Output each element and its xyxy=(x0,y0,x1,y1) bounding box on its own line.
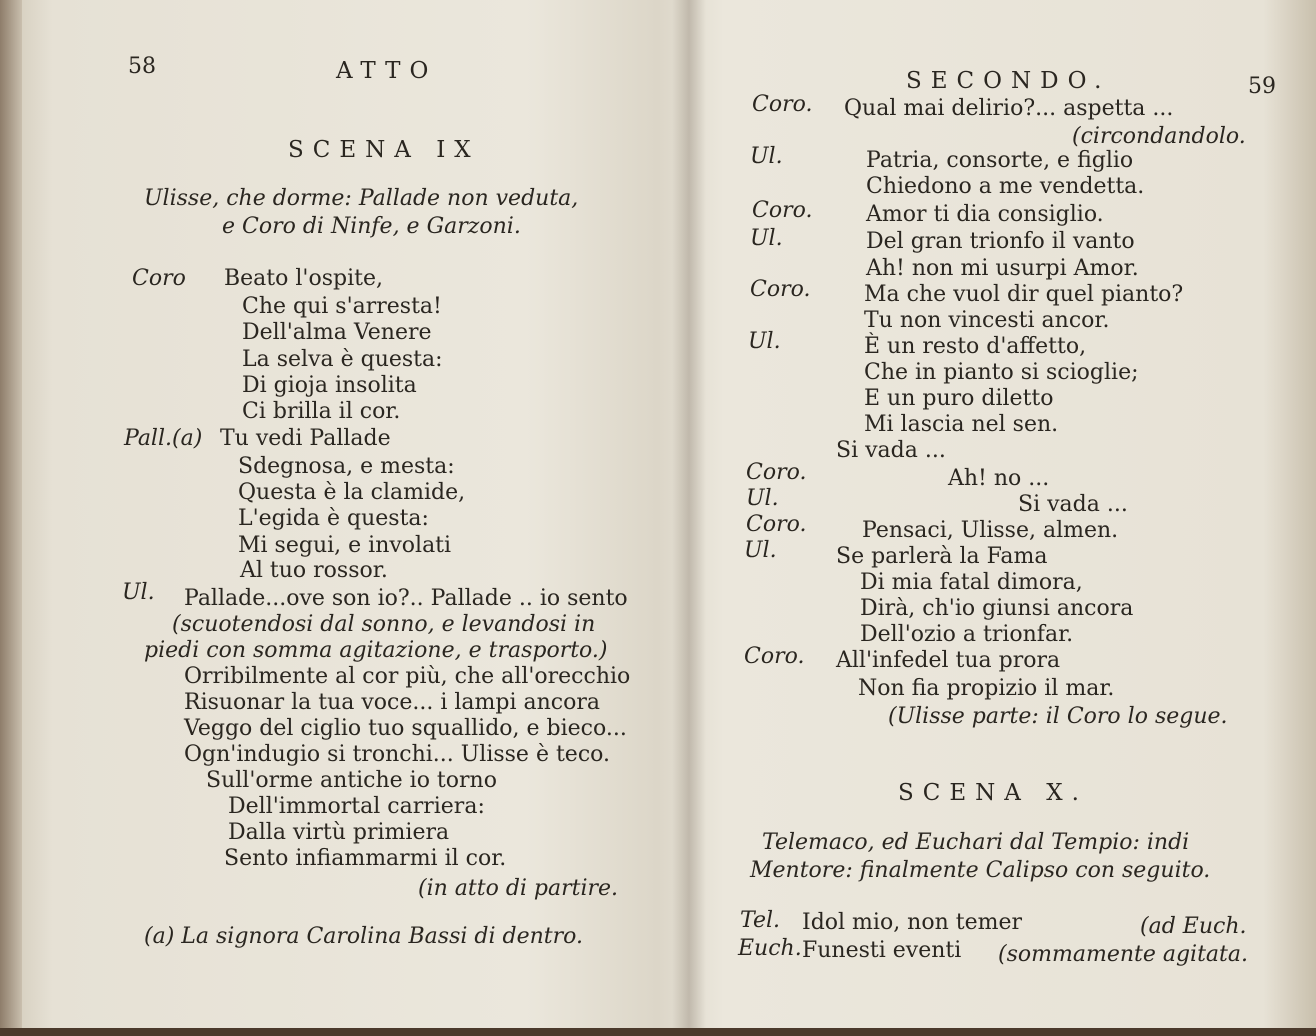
verse-line: Patria, consorte, e figlio xyxy=(866,148,1134,173)
verse-line: Ah! non mi usurpi Amor. xyxy=(866,256,1139,281)
verse-line: Pallade...ove son io?.. Pallade .. io sento xyxy=(184,586,628,611)
speaker-label: Ul. xyxy=(748,329,781,354)
speaker-label: Tel. xyxy=(740,908,781,933)
verse-line: L'egida è questa: xyxy=(238,506,429,531)
running-head: SECONDO. xyxy=(906,68,1111,94)
verse-line: Dell'immortal carriera: xyxy=(228,794,485,819)
verse-line: Idol mio, non temer xyxy=(802,910,1023,935)
verse-line: E un puro diletto xyxy=(864,386,1054,411)
stage-direction-line: (Ulisse parte: il Coro lo segue. xyxy=(888,704,1228,729)
verse-line: Dell'ozio a trionfar. xyxy=(860,622,1074,647)
right-page xyxy=(710,0,1290,1036)
verse-line: Ah! no ... xyxy=(948,466,1050,491)
speaker-label: Ul. xyxy=(122,580,155,605)
running-head: ATTO xyxy=(336,58,438,84)
verse-line: Ma che vuol dir quel pianto? xyxy=(864,282,1184,307)
speaker-label: Pall.(a) xyxy=(124,426,203,451)
stage-direction-line: piedi con somma agitazione, e trasporto.) xyxy=(144,638,608,663)
verse-line: Funesti eventi xyxy=(802,938,962,963)
speaker-label: Coro. xyxy=(752,92,813,117)
verse-line: Beato l'ospite, xyxy=(224,266,383,291)
verse-line: Dirà, ch'io giunsi ancora xyxy=(860,596,1134,621)
speaker-label: Coro. xyxy=(746,512,807,537)
verse-line: Risuonar la tua voce... i lampi ancora xyxy=(184,690,600,715)
speaker-label: Ul. xyxy=(746,486,779,511)
speaker-label: Ul. xyxy=(750,226,783,251)
verse-line: Sdegnosa, e mesta: xyxy=(238,454,455,479)
book-gutter xyxy=(672,0,706,1036)
verse-line: Ci brilla il cor. xyxy=(242,399,401,424)
verse-line: Al tuo rossor. xyxy=(240,558,388,583)
page-number: 59 xyxy=(1248,74,1276,99)
verse-line: Se parlerà la Fama xyxy=(836,544,1048,569)
scene-title: SCENA IX xyxy=(288,137,480,163)
verse-line: Di gioja insolita xyxy=(242,373,417,398)
verse-line: Ogn'indugio si tronchi... Ulisse è teco. xyxy=(184,742,610,767)
verse-line: Veggo del ciglio tuo squallido, e bieco... xyxy=(184,716,627,741)
stage-direction-line: e Coro di Ninfe, e Garzoni. xyxy=(222,214,521,239)
verse-line: Di mia fatal dimora, xyxy=(860,570,1083,595)
verse-line: Mi segui, e involati xyxy=(238,533,452,558)
speaker-label: Coro xyxy=(132,266,186,291)
stage-direction-line: (sommamente agitata. xyxy=(998,942,1249,967)
verse-line: Pensaci, Ulisse, almen. xyxy=(862,518,1119,543)
scene-title: SCENA X. xyxy=(898,780,1088,806)
speaker-label: Euch. xyxy=(738,936,802,961)
verse-line: Questa è la clamide, xyxy=(238,480,466,505)
verse-line: Amor ti dia consiglio. xyxy=(866,202,1104,227)
speaker-label: Ul. xyxy=(744,538,777,563)
speaker-label: Ul. xyxy=(750,144,783,169)
verse-line: Qual mai delirio?... aspetta ... xyxy=(844,96,1174,121)
book-edge-left xyxy=(0,0,22,1036)
verse-line: Dalla virtù primiera xyxy=(228,820,450,845)
speaker-label: Coro. xyxy=(746,460,807,485)
verse-line: Che in pianto si scioglie; xyxy=(864,360,1139,385)
verse-line: Non fia propizio il mar. xyxy=(858,676,1115,701)
verse-line: Chiedono a me vendetta. xyxy=(866,174,1145,199)
stage-direction-line: (circondandolo. xyxy=(1072,124,1246,149)
stage-direction-line: Mentore: finalmente Calipso con seguito. xyxy=(750,858,1211,883)
verse-line: Mi lascia nel sen. xyxy=(864,412,1059,437)
stage-direction-line: Telemaco, ed Euchari dal Tempio: indi xyxy=(762,830,1190,855)
verse-line: Si vada ... xyxy=(836,438,946,463)
verse-line: Tu vedi Pallade xyxy=(220,426,391,451)
verse-line: Che qui s'arresta! xyxy=(242,294,442,319)
verse-line: Orribilmente al cor più, che all'orecchio xyxy=(184,664,631,689)
footnote: (a) La signora Carolina Bassi di dentro. xyxy=(144,924,583,949)
speaker-label: Coro. xyxy=(752,198,813,223)
verse-line: Sento infiammarmi il cor. xyxy=(224,846,507,871)
verse-line: Tu non vincesti ancor. xyxy=(864,308,1110,333)
verse-line: Del gran trionfo il vanto xyxy=(866,229,1135,254)
stage-direction-line: (ad Euch. xyxy=(1140,914,1247,939)
verse-line: Si vada ... xyxy=(1018,492,1128,517)
stage-direction-line: (scuotendosi dal sonno, e levandosi in xyxy=(172,612,596,637)
verse-line: Dell'alma Venere xyxy=(242,320,432,345)
page-number: 58 xyxy=(128,54,156,79)
verse-line: Sull'orme antiche io torno xyxy=(206,768,497,793)
verse-line: All'infedel tua prora xyxy=(836,648,1061,673)
stage-direction-line: (in atto di partire. xyxy=(418,876,619,901)
left-page xyxy=(60,0,670,1036)
verse-line: È un resto d'affetto, xyxy=(864,334,1087,359)
verse-line: La selva è questa: xyxy=(242,347,443,372)
stage-direction-line: Ulisse, che dorme: Pallade non veduta, xyxy=(144,186,579,211)
speaker-label: Coro. xyxy=(750,277,811,302)
speaker-label: Coro. xyxy=(744,644,805,669)
